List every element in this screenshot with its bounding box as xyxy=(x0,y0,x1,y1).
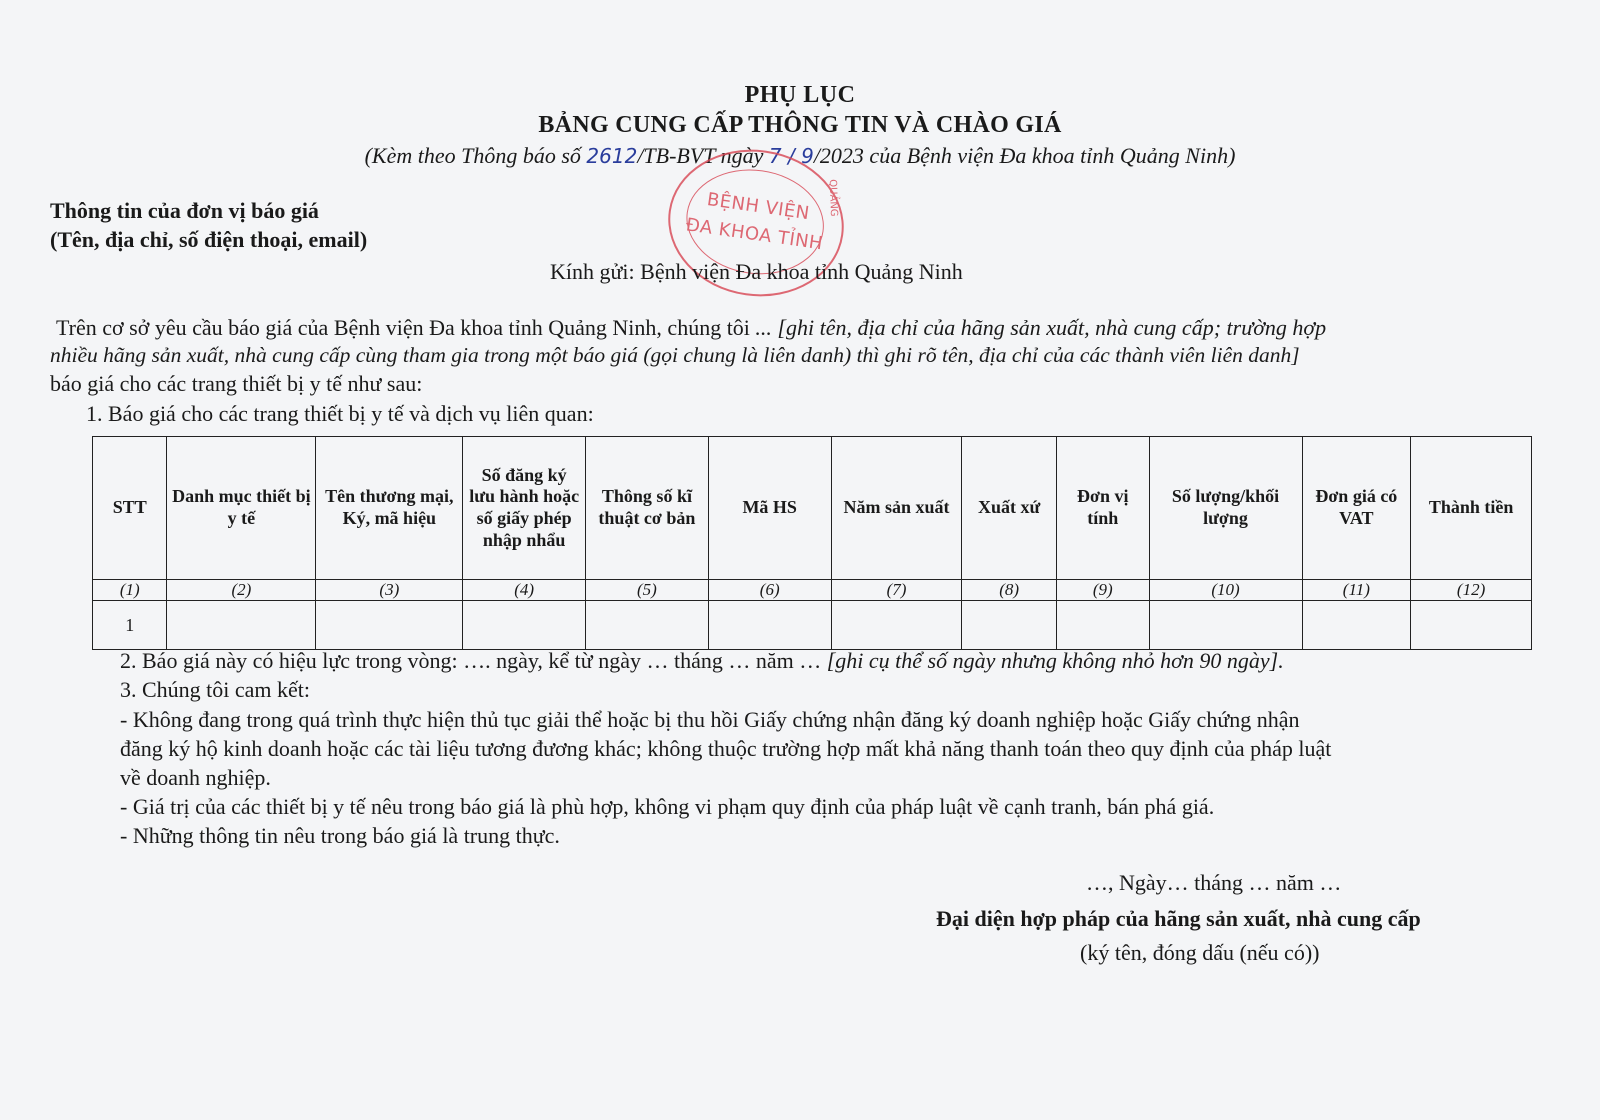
commitment-2: - Giá trị của các thiết bị y tế nêu trong báo giá là phù hợp, không vi phạm quy định của pháp luật về cạnh tranh, bán phá giá. xyxy=(120,794,1215,819)
cell-device-list[interactable] xyxy=(167,601,316,650)
stamp-line2: ĐA KHOA TỈNH xyxy=(684,214,825,255)
header-unit: Đơn vị tính xyxy=(1056,437,1149,580)
validity-text: 2. Báo giá này có hiệu lực trong vòng: …. ngày, kể từ ngày … tháng … năm … xyxy=(120,648,822,673)
cell-quantity[interactable] xyxy=(1149,601,1302,650)
cell-unit-price[interactable] xyxy=(1302,601,1411,650)
handwritten-doc-number: 2612 xyxy=(586,144,638,168)
intro-normal-1: Trên cơ sở yêu cầu báo giá của Bệnh viện Đa khoa tỉnh Quảng Ninh, chúng tôi xyxy=(56,315,750,340)
column-number: (6) xyxy=(708,580,831,601)
cell-total[interactable] xyxy=(1411,601,1532,650)
column-number: (12) xyxy=(1411,580,1532,601)
reference-mid: /TB-BVT ngày xyxy=(637,143,764,168)
header-trade-name: Tên thương mại, Ký, mã hiệu xyxy=(316,437,463,580)
signature-note: (ký tên, đóng dấu (nếu có)) xyxy=(1080,940,1320,965)
column-number: (2) xyxy=(167,580,316,601)
table-number-row xyxy=(93,580,1532,601)
cell-specifications[interactable] xyxy=(586,601,709,650)
validity-note: [ghi cụ thể số ngày nhưng không nhỏ hơn 90 ngày]. xyxy=(821,648,1284,673)
column-number: (1) xyxy=(93,580,167,601)
commitment-1-line-3: về doanh nghiệp. xyxy=(120,765,271,790)
header-stt: STT xyxy=(93,437,167,580)
header-unit-price: Đơn giá có VAT xyxy=(1302,437,1411,580)
stamp-arc-text: QUẢNG xyxy=(826,179,840,217)
commitment-1-line-2: đăng ký hộ kinh doanh hoặc các tài liệu tương đương khác; không thuộc trường hợp mất khả năng thanh toán theo quy định của pháp luật xyxy=(120,736,1332,761)
cell-stt: 1 xyxy=(93,601,167,650)
column-number: (9) xyxy=(1056,580,1149,601)
cell-unit[interactable] xyxy=(1056,601,1149,650)
section-3-heading: 3. Chúng tôi cam kết: xyxy=(120,677,311,702)
table-header-row xyxy=(93,437,1532,580)
column-number: (11) xyxy=(1302,580,1411,601)
column-number: (3) xyxy=(316,580,463,601)
header-registration-number: Số đăng ký lưu hành hoặc số giấy phép nhập nhẩu xyxy=(463,437,586,580)
cell-hs-code[interactable] xyxy=(708,601,831,650)
column-number: (7) xyxy=(831,580,962,601)
cell-registration-number[interactable] xyxy=(463,601,586,650)
table-row xyxy=(93,601,1532,650)
section-1-heading: 1. Báo giá cho các trang thiết bị y tế và dịch vụ liên quan: xyxy=(86,401,594,426)
appendix-title: PHỤ LỤC xyxy=(744,82,856,108)
intro-line-2: nhiều hãng sản xuất, nhà cung cấp cùng tham gia trong một báo giá (gọi chung là liên danh) thì ghi rõ tên, địa chỉ của các thành viên liên danh] xyxy=(50,343,1300,367)
sender-info-label: Thông tin của đơn vị báo giá xyxy=(50,198,319,223)
column-number: (5) xyxy=(586,580,709,601)
column-number: (8) xyxy=(962,580,1057,601)
signature-date-line: …, Ngày… tháng … năm … xyxy=(1086,870,1342,895)
sender-info-hint: (Tên, địa chỉ, số điện thoại, email) xyxy=(50,227,368,252)
cell-origin[interactable] xyxy=(962,601,1057,650)
commitment-3: - Những thông tin nêu trong báo giá là trung thực. xyxy=(120,823,560,848)
quote-table xyxy=(92,436,1532,650)
stamp-line1: BỆNH VIỆN xyxy=(705,189,811,225)
cell-manufacture-year[interactable] xyxy=(831,601,962,650)
intro-line-3: báo giá cho các trang thiết bị y tế như sau: xyxy=(50,371,423,396)
header-device-list: Danh mục thiết bị y tế xyxy=(167,437,316,580)
header-total: Thành tiền xyxy=(1411,437,1532,580)
reference-prefix: (Kèm theo Thông báo số xyxy=(364,143,581,168)
header-quantity: Số lượng/khối lượng xyxy=(1149,437,1302,580)
section-2-validity xyxy=(120,648,1284,674)
form-title: BẢNG CUNG CẤP THÔNG TIN VÀ CHÀO GIÁ xyxy=(538,112,1062,138)
handwritten-date: 7 / 9 xyxy=(768,144,814,168)
header-specifications: Thông số kĩ thuật cơ bản xyxy=(586,437,709,580)
recipient-line: Kính gửi: Bệnh viện Đa khoa tỉnh Quảng Ninh xyxy=(550,259,963,284)
header-manufacture-year: Năm sản xuất xyxy=(831,437,962,580)
commitment-1-line-1: - Không đang trong quá trình thực hiện thủ tục giải thể hoặc bị thu hồi Giấy chứng nhận đăng ký doanh nghiệp hoặc Giấy chứng nhận xyxy=(120,707,1300,732)
header-hs-code: Mã HS xyxy=(708,437,831,580)
column-number: (10) xyxy=(1149,580,1302,601)
reference-suffix: /2023 của Bệnh viện Đa khoa tỉnh Quảng Ninh) xyxy=(813,143,1236,168)
intro-italic-1: ... [ghi tên, địa chỉ của hãng sản xuất, nhà cung cấp; trường hợp xyxy=(749,315,1327,340)
header-origin: Xuất xứ xyxy=(962,437,1057,580)
column-number: (4) xyxy=(463,580,586,601)
intro-line-1 xyxy=(56,315,1326,341)
cell-trade-name[interactable] xyxy=(316,601,463,650)
signature-title: Đại diện hợp pháp của hãng sản xuất, nhà cung cấp xyxy=(936,906,1421,931)
